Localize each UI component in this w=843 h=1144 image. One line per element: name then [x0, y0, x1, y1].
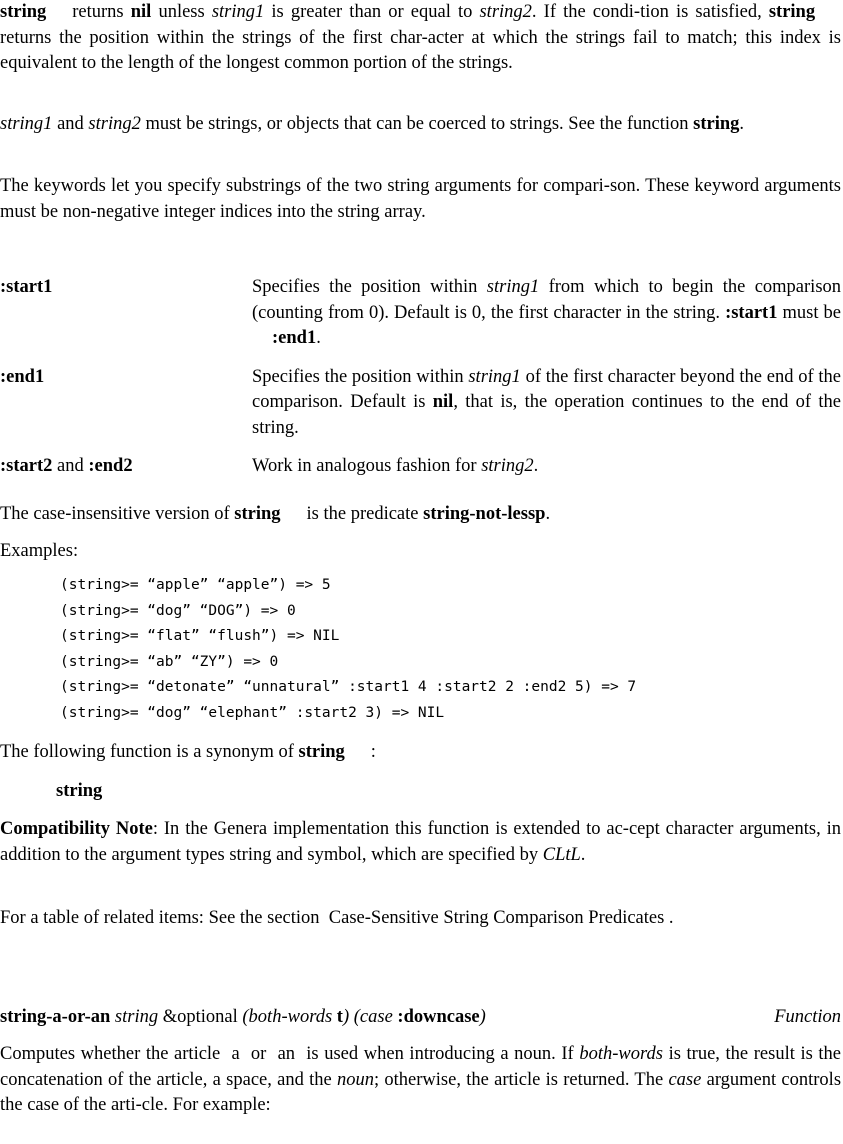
function-name: string	[0, 2, 47, 22]
code-line: (string>= “detonate” “unnatural” :start1 4 :start2 2 :end2 5) => 7	[60, 679, 637, 696]
function-name: string-a-or-an	[0, 1007, 111, 1027]
return-value-paragraph: string returns nil unless string1 is greater than or equal to string2. If the condi-tion is satisfied, stringreturns the position within the strings of the first char-acter at which the strings fail to match; this index is equivalent to the length of the longest common portion of the strings.	[0, 2, 841, 73]
code-line: (string>= “flat” “flush”) => NIL	[60, 628, 340, 645]
synonym-name: string	[56, 781, 103, 801]
keyword-term: :start2 and :end2	[0, 456, 133, 476]
code-line: (string>= “dog” “DOG”) => 0	[60, 602, 296, 619]
function-header	[0, 1005, 841, 1031]
related-items-paragraph: For a table of related items: See the section Case-Sensitive String Comparison Predicates .	[0, 908, 674, 928]
code-line: (string>= “apple” “apple”) => 5	[60, 577, 331, 593]
entry-kind: Function	[774, 1007, 841, 1027]
keyword-row-start2-end2	[0, 454, 841, 480]
code-line: (string>= “ab” “ZY”) => 0	[60, 653, 279, 670]
keyword-term: :end1	[0, 366, 45, 387]
keyword-row-end1	[0, 365, 841, 442]
examples-label: Examples:	[0, 541, 79, 561]
compatibility-note: Compatibility Note: In the Genera implementation this function is extended to ac-cept character arguments, in addition to the argument types string and symbol, which are specified by CLtL.	[0, 819, 841, 865]
keywords-paragraph: The keywords let you specify substrings of the two string arguments for compari-son. These keyword arguments must be non-negative integer indices into the string array.	[0, 176, 841, 222]
keyword-table	[0, 275, 841, 480]
keyword-row-start1	[0, 275, 841, 352]
case-insensitive-paragraph: The case-insensitive version of string is the predicate string-not-lessp.	[0, 504, 551, 524]
function-description: Computes whether the article a or an is used when introducing a noun. If both-words is true, the result is the concatenation of the article, a space, and the noun; otherwise, the article is returned. The case argument controls the case of the arti-cle. For example:	[0, 1044, 842, 1115]
keyword-description: Specifies the position within string1 from which to begin the comparison (counting from 0). Default is 0, the first character in the string. :start1 must be:end1.	[252, 277, 842, 348]
argument-types-paragraph: string1 and string2 must be strings, or objects that can be coerced to strings. See the function string.	[0, 114, 745, 134]
code-examples	[0, 573, 636, 727]
synonym-paragraph: The following function is a synonym of string :	[0, 742, 376, 762]
function-signature: string-a-or-an string &optional (both-words t) (case :downcase)	[0, 1007, 486, 1027]
keyword-description: Work in analogous fashion for string2.	[252, 456, 539, 476]
keyword-term: :start1	[0, 277, 53, 297]
code-line: (string>= “dog” “elephant” :start2 3) => NIL	[60, 704, 445, 721]
keyword-description: Specifies the position within string1 of the first character beyond the end of the comparison. Default is nil, that is, the operation continues to the end of the string.	[252, 366, 842, 438]
